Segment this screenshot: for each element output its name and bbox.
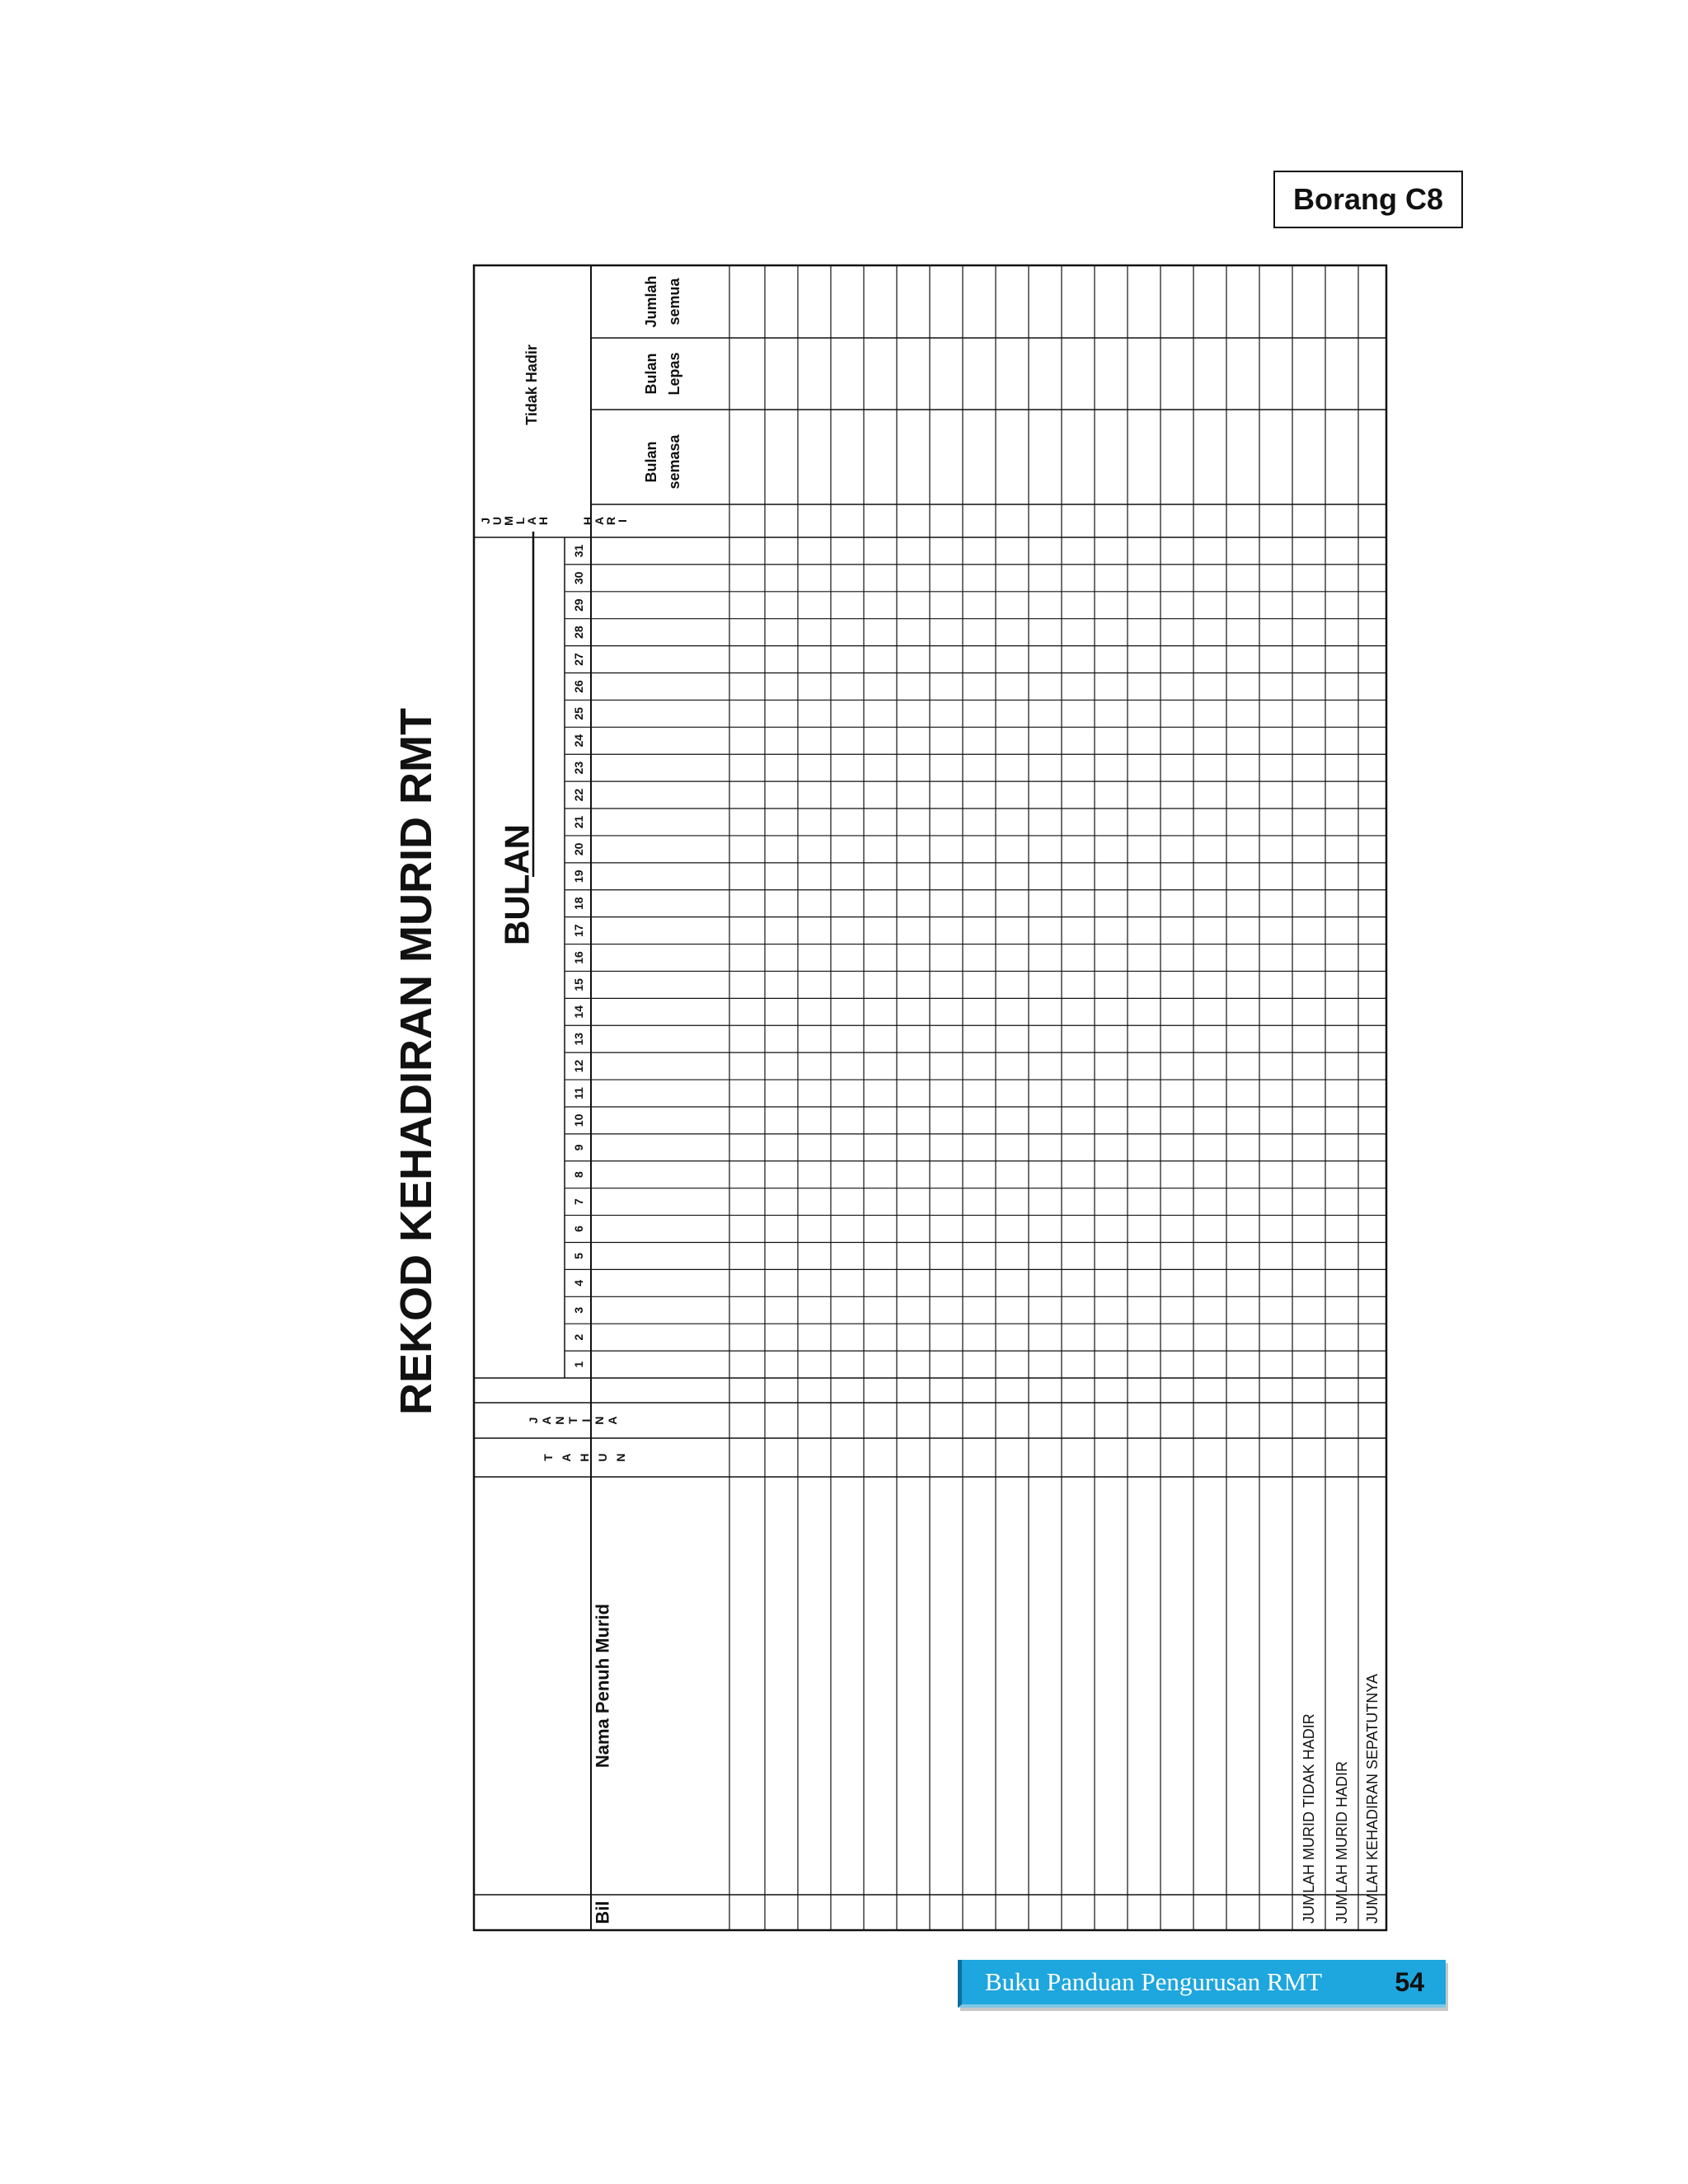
jumlah-hari-letter: M [502,516,515,526]
summary-row-label: JUMLAH KEHADIRAN SEPATUTNYA [1364,1673,1381,1924]
day-number: 29 [572,598,585,612]
day-number: 20 [572,842,585,856]
day-number: 17 [572,924,585,937]
day-number: 19 [572,869,585,883]
day-number: 6 [572,1226,585,1232]
day-number: 21 [572,815,585,829]
day-number: 27 [572,653,585,666]
day-number: 11 [572,1087,585,1099]
day-number: 15 [572,978,585,991]
day-number: 30 [572,571,585,585]
tidak-hadir-sub-header: Lepas [666,352,682,396]
day-number: 3 [572,1306,585,1314]
day-number: 1 [572,1361,585,1368]
day-number: 13 [572,1032,585,1046]
day-number: 4 [572,1279,585,1286]
day-number: 5 [572,1253,585,1259]
jumlah-hari-letter: H [581,516,594,526]
month-label: BULAN [497,824,537,945]
day-number: 7 [572,1198,585,1206]
jantina-letter: A [540,1416,553,1425]
jantina-letter: I [579,1418,593,1422]
day-number: 18 [572,897,585,910]
day-number: 24 [572,733,585,748]
page-title: REKOD KEHADIRAN MURID RMT [392,708,441,1415]
day-number: 26 [572,680,585,693]
footer-text: Buku Panduan Pengurusan RMT [985,1967,1323,1996]
attendance-table [474,265,1389,1932]
jumlah-hari-letter: A [593,516,606,526]
day-number: 28 [572,626,585,639]
tahun-letter: A [560,1453,573,1462]
day-number: 22 [572,788,585,802]
day-number: 9 [572,1144,585,1151]
summary-row-label: JUMLAH MURID HADIR [1334,1760,1350,1924]
tidak-hadir-sub-header: Jumlah [643,275,659,328]
jantina-letter: N [553,1416,566,1425]
page-number: 54 [1395,1966,1424,1997]
jantina-letter: A [606,1416,619,1425]
tahun-letter: T [542,1454,555,1461]
jumlah-hari-letter: H [537,516,550,526]
jumlah-hari-letter: I [616,519,629,523]
column-header-tidak-hadir: Tidak Hadir [523,344,540,425]
column-header-bil: Bil [592,1900,613,1924]
footer-banner [958,1960,1446,2008]
tidak-hadir-sub-header: Bulan [643,353,659,395]
tidak-hadir-sub-header: Bulan [643,441,659,483]
day-number: 2 [572,1333,585,1341]
jantina-letter: N [593,1416,606,1425]
jumlah-hari-letter: U [490,516,504,526]
day-number: 10 [572,1113,585,1127]
jumlah-hari-letter: J [479,518,492,524]
day-number: 25 [572,707,585,720]
tahun-letter: H [578,1453,591,1462]
tahun-letter: U [596,1453,609,1462]
day-number: 23 [572,761,585,775]
tidak-hadir-sub-header: semasa [666,434,682,490]
day-number: 31 [572,544,585,558]
tidak-hadir-sub-header: semua [666,278,682,326]
day-number: 16 [572,951,585,964]
jumlah-hari-letter: A [525,516,538,526]
jantina-letter: J [527,1417,540,1424]
column-header-name: Nama Penuh Murid [592,1603,613,1769]
summary-row-label: JUMLAH MURID TIDAK HADIR [1301,1713,1317,1924]
jumlah-hari-letter: L [513,517,527,525]
tahun-letter: N [614,1453,627,1462]
day-number: 12 [572,1059,585,1073]
jantina-letter: T [566,1417,579,1424]
day-number: 8 [572,1171,585,1179]
form-code-box: Borang C8 [1273,171,1463,228]
jumlah-hari-letter: R [604,516,617,526]
attendance-form [474,265,1389,1932]
day-number: 14 [572,1005,585,1019]
